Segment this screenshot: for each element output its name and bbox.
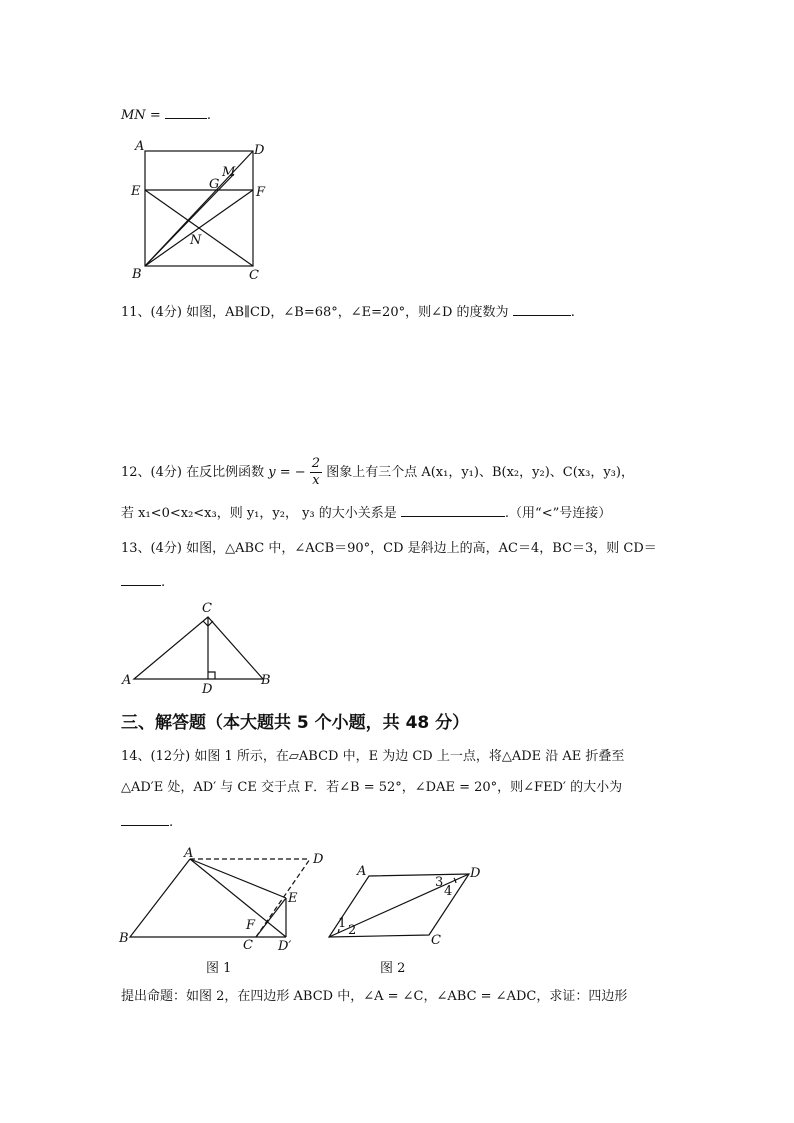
q10-lhs: MN = <box>121 108 161 123</box>
q14-line-1: 14、(12分) 如图 1 所示，在▱ABCD 中，E 为边 CD 上一点，将△ADE 沿 AE 折叠至 <box>121 749 625 764</box>
q13-right-angle-d <box>208 672 215 679</box>
q11-line <box>121 301 575 322</box>
fig1-line-ce <box>256 898 286 937</box>
fig1-label-d-prime: D′ <box>278 939 292 954</box>
q10-label-n: N <box>190 233 202 248</box>
q13-label-c: C <box>202 601 212 616</box>
q12-function-lhs: y = − <box>268 465 306 480</box>
fig2-caption: 图 2 <box>380 961 406 976</box>
fig1-line-ae <box>190 859 286 898</box>
q13-answer-line <box>121 571 165 592</box>
q14-answer-line <box>121 811 173 832</box>
q13-end: . <box>161 575 166 590</box>
q14-answer-blank <box>121 811 169 826</box>
fig1-caption: 图 1 <box>206 961 232 976</box>
fig1-dashed-cd <box>256 859 310 937</box>
q12-condition-text: 若 x₁<0<x₂<x₃，则 y₁，y₂， y₃ 的大小关系是 <box>121 506 397 521</box>
q12-points-text: 图象上有三个点 A(x₁，y₁)、B(x₂，y₂)、C(x₃，y₃)， <box>326 465 634 480</box>
q11-answer-blank <box>513 301 571 316</box>
q13-triangle <box>134 617 263 679</box>
q10-line-bm <box>145 174 234 266</box>
fig1-label-c: C <box>243 938 253 953</box>
q12-fraction-numerator: 2 <box>311 456 321 471</box>
fig1-label-f: F <box>246 918 256 933</box>
q14-end: . <box>169 815 174 830</box>
q12-line-2 <box>121 502 611 523</box>
q10-label-a: A <box>135 139 145 154</box>
section-3-title: 三、解答题（本大题共 5 个小题，共 48 分） <box>121 713 470 733</box>
q13-label-d: D <box>202 682 213 696</box>
fig1-label-b: B <box>119 931 129 946</box>
fig1-line-ad-prime <box>190 859 286 937</box>
q13-label-b: B <box>261 673 271 688</box>
q10-label-g: G <box>209 177 220 192</box>
q13-figure <box>118 598 278 696</box>
q13-line <box>121 540 657 558</box>
q13-text: 13、(4分) 如图，△ABC 中，∠ACB＝90°，CD 是斜边上的高，AC＝4，BC＝3，则 CD＝ <box>121 541 657 556</box>
q12-fraction <box>310 456 322 489</box>
fig1-label-d: D <box>313 852 324 867</box>
fig2-label-a: A <box>357 864 367 879</box>
q13-answer-blank <box>121 571 161 586</box>
q14-figure-1 <box>116 845 338 980</box>
q10-label-f: F <box>256 185 266 200</box>
q10-label-b: B <box>132 267 142 282</box>
q10-label-d: D <box>254 143 265 158</box>
q12-prefix: 12、(4分) 在反比例函数 <box>121 465 265 480</box>
q14-line-2: △AD′E 处，AD′ 与 CE 交于点 F．若∠B = 52°，∠DAE = 20°，则∠FED′ 的大小为 <box>121 780 623 795</box>
q10-label-e: E <box>131 184 141 199</box>
q10-figure <box>126 138 276 286</box>
fig2-angle-4: 4 <box>444 884 453 899</box>
q10-answer-line <box>121 104 211 125</box>
q12-fraction-denominator: x <box>312 473 320 488</box>
fig1-label-a: A <box>184 846 194 861</box>
q12-answer-blank <box>401 502 505 517</box>
fig2-label-c: C <box>431 933 441 948</box>
fig2-label-d: D <box>470 866 481 881</box>
q11-end: . <box>570 305 575 320</box>
proposition-text: 提出命题：如图 2，在四边形 ABCD 中，∠A = ∠C，∠ABC = ∠ADC，求证：四边形 <box>121 989 628 1004</box>
q13-label-a: A <box>122 673 132 688</box>
q10-answer-blank <box>165 104 207 119</box>
q11-text: 11、(4分) 如图，AB∥CD，∠B=68°，∠E=20°，则∠D 的度数为 <box>121 305 509 320</box>
q10-label-c: C <box>249 268 259 283</box>
q10-end: . <box>206 108 211 123</box>
q12-hint: .（用“<”号连接） <box>504 506 612 521</box>
q10-label-m: M <box>222 165 236 180</box>
q12-line-1 <box>121 453 634 493</box>
fig2-angle-3: 3 <box>435 875 444 890</box>
fig2-angle-2: 2 <box>348 923 357 938</box>
q14-figure-2 <box>324 855 494 980</box>
fig1-label-e: E <box>288 891 298 906</box>
fig2-angle-1: 1 <box>338 916 347 931</box>
